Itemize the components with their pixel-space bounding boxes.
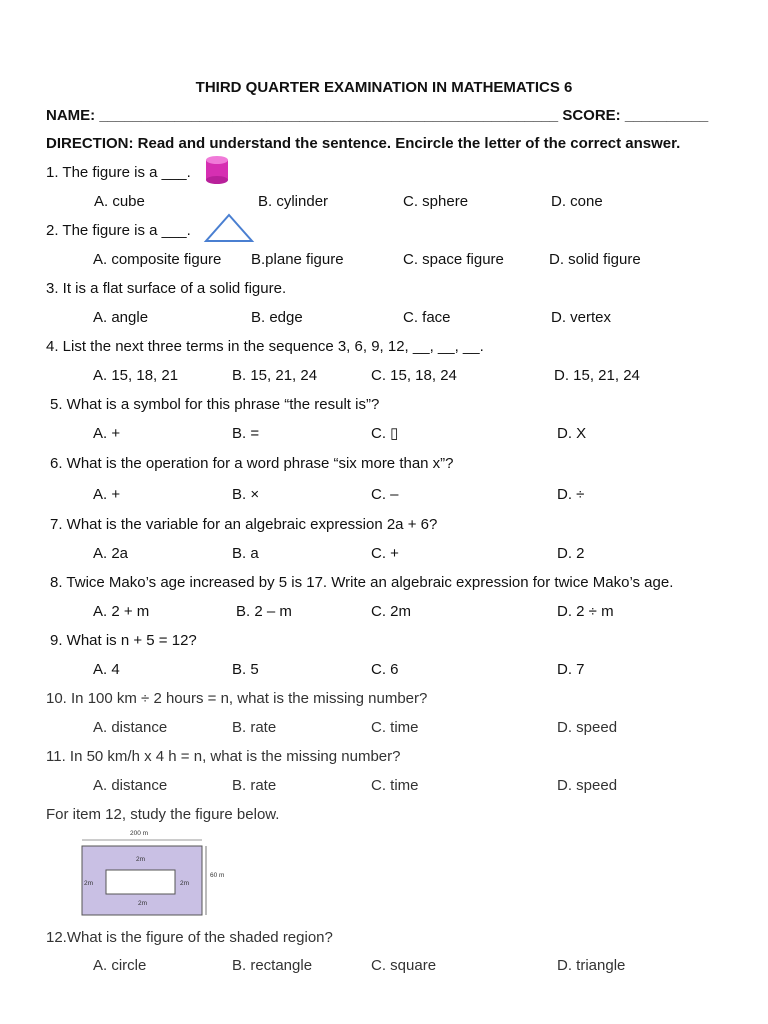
question-8-choice-d[interactable]: D. 2 ÷ m — [557, 603, 614, 620]
question-10-choice-b[interactable]: B. rate — [232, 719, 277, 736]
figure-label-top: 2m — [136, 856, 146, 863]
question-1-choice-d[interactable]: D. cone — [551, 193, 603, 210]
question-10-choice-a[interactable]: A. distance — [93, 719, 168, 736]
question-2-choice-d[interactable]: D. solid figure — [549, 251, 641, 268]
name-score-line: NAME: _______________________________________________________ SCORE: __________ — [46, 107, 709, 124]
question-11-choice-b[interactable]: B. rate — [232, 777, 277, 794]
question-4-choice-c[interactable]: C. 15, 18, 24 — [371, 367, 457, 384]
question-9-choice-a[interactable]: A. 4 — [93, 661, 120, 678]
question-10-text: 10. In 100 km ÷ 2 hours = n, what is the missing number? — [46, 690, 428, 707]
question-1-text: 1. The figure is a ___. — [46, 164, 191, 181]
cylinder-icon — [204, 155, 230, 185]
figure-top-width-label: 200 m — [130, 830, 149, 837]
question-7-choice-a[interactable]: A. 2a — [93, 545, 129, 562]
question-5-choice-b[interactable]: B. = — [232, 425, 260, 442]
question-1-choice-a[interactable]: A. cube — [94, 193, 145, 210]
question-3-choice-a[interactable]: A. angle — [93, 309, 149, 326]
question-4-choice-a[interactable]: A. 15, 18, 21 — [93, 367, 179, 384]
question-12-text: 12.What is the figure of the shaded region? — [46, 929, 333, 946]
question-9-choice-d[interactable]: D. 7 — [557, 661, 585, 678]
question-8-choice-a[interactable]: A. 2 + m — [93, 603, 150, 620]
figure-label-bottom: 2m — [138, 900, 148, 907]
figure-label-left: 2m — [84, 880, 94, 887]
question-8-choice-b[interactable]: B. 2 – m — [236, 603, 292, 620]
question-7-choice-d[interactable]: D. 2 — [557, 545, 585, 562]
question-9-choice-c[interactable]: C. 6 — [371, 661, 399, 678]
question-1-choice-b[interactable]: B. cylinder — [258, 193, 329, 210]
question-2-choice-c[interactable]: C. space figure — [403, 251, 504, 268]
figure-side-height-label: 60 m — [210, 872, 225, 879]
question-7-choice-b[interactable]: B. a — [232, 545, 259, 562]
question-8-choice-c[interactable]: C. 2m — [371, 603, 412, 620]
question-5-choice-d[interactable]: D. X — [557, 425, 587, 442]
question-4-choice-d[interactable]: D. 15, 21, 24 — [554, 367, 640, 384]
question-2-text: 2. The figure is a ___. — [46, 222, 191, 239]
question-6-choice-c[interactable]: C. – — [371, 486, 399, 503]
question-11-choice-a[interactable]: A. distance — [93, 777, 168, 794]
question-8-text: 8. Twice Mako’s age increased by 5 is 17. Write an algebraic expression for twice Mako’s age. — [50, 574, 674, 591]
question-5-choice-c[interactable]: C. ▯ — [371, 425, 399, 442]
question-11-text: 11. In 50 km/h x 4 h = n, what is the missing number? — [46, 748, 401, 765]
question-10-choice-d[interactable]: D. speed — [557, 719, 618, 736]
question-3-choice-d[interactable]: D. vertex — [551, 309, 612, 326]
question-4-text: 4. List the next three terms in the sequence 3, 6, 9, 12, __, __, __. — [46, 338, 484, 355]
question-3-choice-c[interactable]: C. face — [403, 309, 451, 326]
question-9-text: 9. What is n + 5 = 12? — [50, 632, 197, 649]
triangle-icon — [203, 212, 255, 244]
question-6-text: 6. What is the operation for a word phrase “six more than x”? — [50, 455, 454, 472]
direction-text: DIRECTION: Read and understand the sentence. Encircle the letter of the correct answer. — [46, 135, 681, 152]
question-10-choice-c[interactable]: C. time — [371, 719, 419, 736]
question-11-choice-c[interactable]: C. time — [371, 777, 419, 794]
page-title: THIRD QUARTER EXAMINATION IN MATHEMATICS 6 — [195, 79, 573, 96]
question-6-choice-b[interactable]: B. × — [232, 486, 260, 503]
figure-label-right: 2m — [180, 880, 190, 887]
question-11-choice-d[interactable]: D. speed — [557, 777, 618, 794]
question-2-choice-b[interactable]: B.plane figure — [251, 251, 344, 268]
item-12-intro: For item 12, study the figure below. — [46, 806, 280, 823]
inner-rectangle — [106, 870, 175, 894]
question-1-choice-c[interactable]: C. sphere — [403, 193, 469, 210]
question-12-choice-d[interactable]: D. triangle — [557, 957, 626, 974]
question-6-choice-a[interactable]: A. + — [93, 486, 121, 503]
question-12-choice-b[interactable]: B. rectangle — [232, 957, 313, 974]
question-5-choice-a[interactable]: A. + — [93, 425, 121, 442]
question-3-choice-b[interactable]: B. edge — [251, 309, 303, 326]
question-6-choice-d[interactable]: D. ÷ — [557, 486, 585, 503]
question-7-text: 7. What is the variable for an algebraic expression 2a + 6? — [50, 516, 438, 533]
question-7-choice-c[interactable]: C. + — [371, 545, 399, 562]
composite-rectangle-figure — [78, 826, 238, 920]
question-3-text: 3. It is a flat surface of a solid figure. — [46, 280, 287, 297]
question-5-text: 5. What is a symbol for this phrase “the result is”? — [50, 396, 380, 413]
question-4-choice-b[interactable]: B. 15, 21, 24 — [232, 367, 318, 384]
question-12-choice-c[interactable]: C. square — [371, 957, 437, 974]
question-12-choice-a[interactable]: A. circle — [93, 957, 147, 974]
question-2-choice-a[interactable]: A. composite figure — [93, 251, 222, 268]
question-9-choice-b[interactable]: B. 5 — [232, 661, 259, 678]
